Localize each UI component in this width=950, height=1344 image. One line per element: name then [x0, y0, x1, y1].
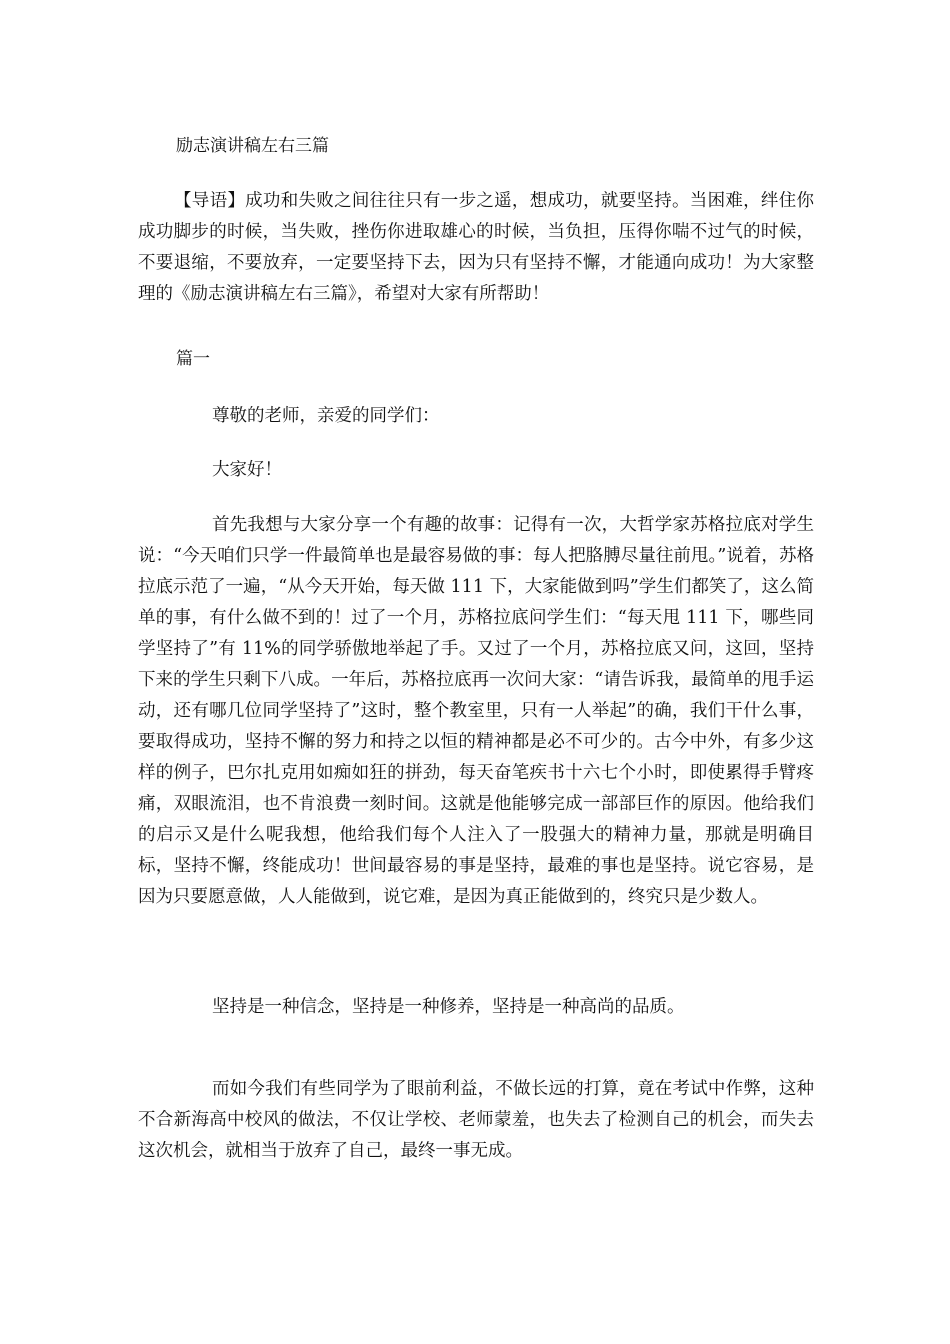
- cheating-paragraph: 而如今我们有些同学为了眼前利益，不做长远的打算，竟在考试中作弊，这种不合新海高中校风的做法，不仅让学校、老师蒙羞，也失去了检测自己的机会，而失去这次机会，就相当于放弃了自己，最终一事无成。: [138, 1079, 814, 1161]
- story-paragraph: 首先我想与大家分享一个有趣的故事：记得有一次，大哲学家苏格拉底对学生说：“今天咱们只学一件最简单也是最容易做的事：每人把胳膊尽量往前甩。”说着，苏格拉底示范了一遍，“从今天开始，每天做 111 下，大家能做到吗”学生们都笑了，这么简单的事，有什么做不到的！过了一个月，苏格拉底问学生们：“每天甩 111 下，哪些同学坚持了”有 11%的同学骄傲地举起了手。又过了一个月，苏格拉底又问，这回，坚持下来的学生只剩下八成。一年后，苏格拉底再一次问大家：“请告诉我，最简单的甩手运动，还有哪几位同学坚持了”这时，整个教室里，只有一人举起”的确，我们干什么事，要取得成功，坚持不懈的努力和持之以恒的精神都是必不可少的。古今中外，有多少这样的例子，巴尔扎克用如痴如狂的拼劲，每天奋笔疾书十六七个小时，即使累得手臂疼痛，双眼流泪，也不肯浪费一刻时间。这就是他能够完成一部部巨作的原因。他给我们的启示又是什么呢我想，他给我们每个人注入了一股强大的精神力量，那就是明确目标，坚持不懈，终能成功！世间最容易的事是坚持，最难的事也是坚持。说它容易，是因为只要愿意做，人人能做到，说它难，是因为真正能做到的，终究只是少数人。: [138, 515, 814, 907]
- document-title: 励志演讲稿左右三篇: [176, 136, 329, 156]
- greeting-line: 大家好！: [212, 460, 282, 480]
- persistence-paragraph: 坚持是一种信念，坚持是一种修养，坚持是一种高尚的品质。: [212, 997, 685, 1017]
- intro-paragraph: 【导语】成功和失败之间往往只有一步之遥，想成功，就要坚持。当困难，绊住你成功脚步的时候，当失败，挫伤你进取雄心的时候，当负担，压得你喘不过气的时候，不要退缩，不要放弃，一定要坚持下去，因为只有坚持不懈，才能通向成功！为大家整理的《励志演讲稿左右三篇》，希望对大家有所帮助！: [138, 191, 814, 304]
- section-heading: 篇一: [176, 349, 210, 369]
- salutation-line: 尊敬的老师，亲爱的同学们：: [212, 406, 440, 426]
